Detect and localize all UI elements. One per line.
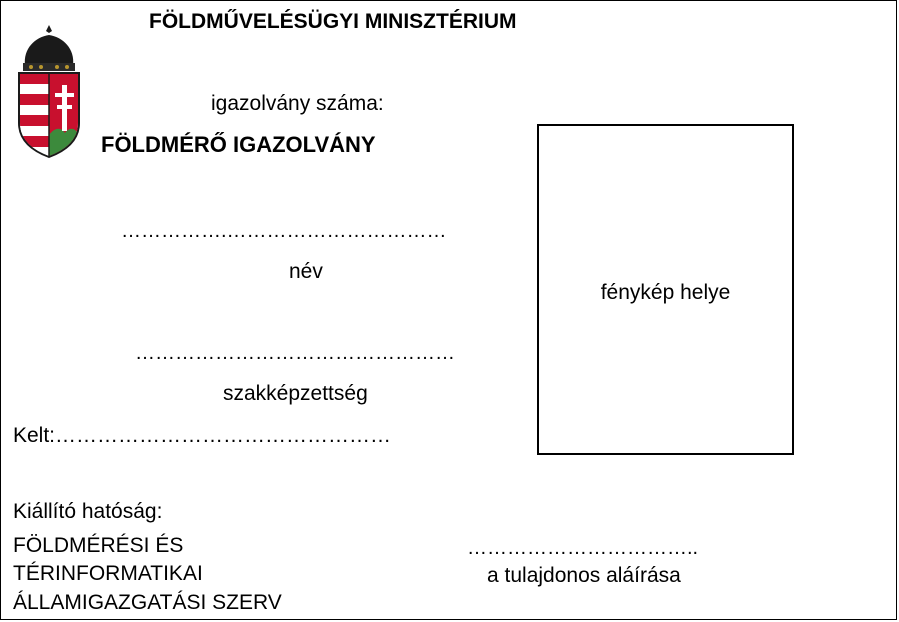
issued-date-field: Kelt:………………………………………… [13,424,392,447]
photo-placeholder [537,124,794,455]
shield-icon [19,73,79,159]
hungarian-coat-of-arms-icon [11,23,87,159]
photo-label: fénykép helye [600,281,731,304]
qualification-label: szakképzettség [223,382,368,405]
crown-icon [23,25,75,71]
qualification-field: ………………………………………… [135,342,455,364]
signature-label: a tulajdonos aláírása [487,564,681,587]
issuing-authority-line: TÉRINFORMATIKAI [13,562,203,585]
id-number-label: igazolvány száma: [211,92,384,115]
issuing-authority-label: Kiállító hatóság: [13,500,163,523]
card-title: FÖLDMÉRŐ IGAZOLVÁNY [101,132,376,157]
name-label: név [289,260,323,283]
name-field: …………….…………………………… [121,220,447,242]
issuing-authority-line: FÖLDMÉRÉSI ÉS [13,534,184,557]
signature-field: …………………………….. [467,537,699,559]
issuing-authority-line: ÁLLAMIGAZGATÁSI SZERV [13,591,282,614]
ministry-name: FÖLDMŰVELÉSÜGYI MINISZTÉRIUM [149,10,517,33]
